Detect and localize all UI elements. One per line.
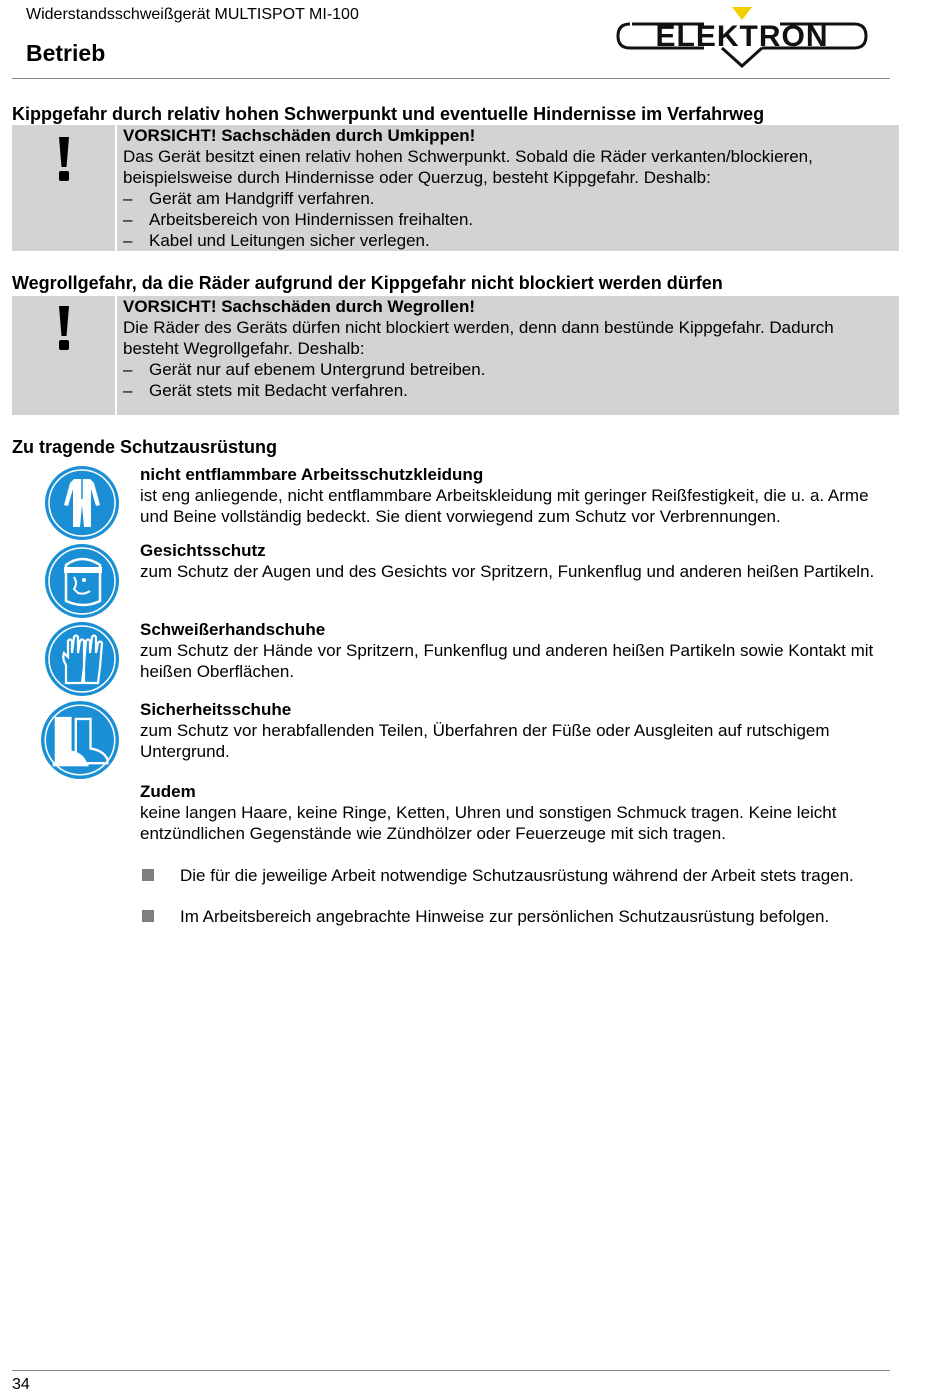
ppe-text: ist eng anliegende, nicht entflammbare Arbeitskleidung mit geringer Reißfestigkeit, die u. a. Arme und Beine vollständig bedeckt. Sie dient vorwiegend zum Schutz vor Verbrennungen. [140, 486, 869, 526]
ppe-item-additional [140, 781, 890, 844]
exclamation-icon [56, 137, 72, 181]
ppe-item-face-shield [140, 540, 890, 582]
list-item: – Gerät nur auf ebenem Untergrund betreiben. [123, 359, 893, 380]
hazard-heading-tipping: Kippgefahr durch relativ hohen Schwerpunkt und eventuelle Hindernisse im Verfahrweg [12, 104, 765, 124]
list-item: – Arbeitsbereich von Hindernissen freihalten. [123, 209, 893, 230]
footer-divider [12, 1370, 890, 1371]
bullet-square-icon [142, 869, 154, 881]
ppe-title: Sicherheitsschuhe [140, 700, 292, 719]
logo-text: ELEKTRON [655, 20, 829, 53]
ppe-title: nicht entflammbare Arbeitsschutzkleidung [140, 465, 484, 484]
warning-text: Die Räder des Geräts dürfen nicht blockiert werden, denn dann bestünde Kippgefahr. Dadurch besteht Wegrollgefahr. Deshalb: [123, 318, 834, 358]
page-number: 34 [12, 1376, 30, 1393]
section-title: Betrieb [26, 40, 106, 66]
list-item: – Gerät am Handgriff verfahren. [123, 188, 893, 209]
list-item: – Gerät stets mit Bedacht verfahren. [123, 380, 893, 401]
gloves-icon [44, 621, 120, 697]
warning-box-tipping [12, 125, 899, 251]
exclamation-icon [56, 306, 72, 350]
header-divider [12, 78, 890, 79]
warning-box-rolling [12, 296, 899, 415]
ppe-text: zum Schutz der Hände vor Spritzern, Funkenflug und anderen heißen Partikeln sowie Kontakt mit heißen Oberflächen. [140, 641, 874, 681]
warning-text: Das Gerät besitzt einen relativ hohen Schwerpunkt. Sobald die Räder verkanten/blockieren, beispielsweise durch Hindernisse oder Querzug, besteht Kippgefahr. Deshalb: [123, 147, 813, 187]
ppe-item-boots [140, 699, 890, 762]
ppe-item-gloves [140, 619, 890, 682]
elektron-logo [612, 4, 872, 68]
safety-boots-icon [40, 700, 120, 780]
ppe-title: Gesichtsschutz [140, 541, 266, 560]
ppe-text: zum Schutz vor herabfallenden Teilen, Überfahren der Füße oder Ausgleiten auf rutschigem Untergrund. [140, 721, 830, 761]
warning-signal: VORSICHT! Sachschäden durch Umkippen! [123, 126, 476, 145]
ppe-item-clothing [140, 464, 890, 527]
ppe-title: Zudem [140, 782, 196, 801]
protective-suit-icon [44, 465, 120, 541]
ppe-heading: Zu tragende Schutzausrüstung [12, 437, 278, 457]
ppe-title: Schweißerhandschuhe [140, 620, 326, 639]
logo-triangle-icon [732, 7, 752, 20]
hazard-heading-rolling: Wegrollgefahr, da die Räder aufgrund der Kippgefahr nicht blockiert werden dürfen [12, 273, 723, 293]
bullet-item: Im Arbeitsbereich angebrachte Hinweise zur persönlichen Schutzausrüstung befolgen. [142, 906, 882, 927]
face-shield-icon [44, 543, 120, 619]
ppe-text: zum Schutz der Augen und des Gesichts vor Spritzern, Funkenflug und anderen heißen Partikeln. [140, 562, 875, 581]
warning-signal: VORSICHT! Sachschäden durch Wegrollen! [123, 297, 476, 316]
ppe-text: keine langen Haare, keine Ringe, Ketten, Uhren und sonstigen Schmuck tragen. Keine leicht entzündlichen Gegenstände wie Zündhölzer oder Feuerzeuge mit sich tragen. [140, 803, 837, 843]
document-title: Widerstandsschweißgerät MULTISPOT MI-100 [26, 6, 359, 23]
list-item: – Kabel und Leitungen sicher verlegen. [123, 230, 893, 251]
bullet-item: Die für die jeweilige Arbeit notwendige Schutzausrüstung während der Arbeit stets tragen. [142, 865, 882, 886]
bullet-square-icon [142, 910, 154, 922]
